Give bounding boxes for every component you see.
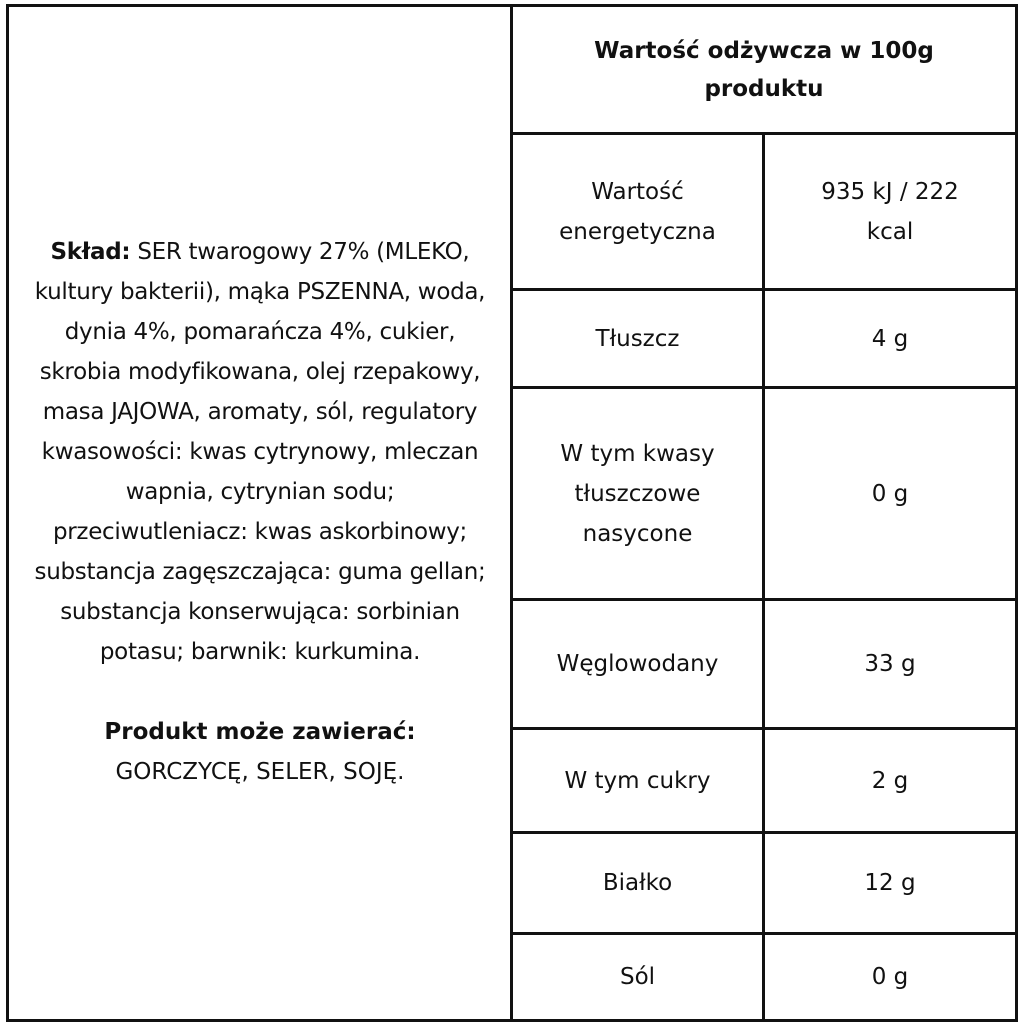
nutrient-name — [513, 935, 762, 1019]
nutrient-value — [765, 601, 1015, 727]
ingredients-list: SER twarogowy 27% (MLEKO, kultury bakterii), mąka PSZENNA, woda, dynia 4%, pomarańcza 4%, cukier, skrobia modyfikowana, olej rzepakowy, masa JAJOWA, aromaty, sól, regulatory kwasowości: kwas cytrynowy, mleczan wapnia, cytrynian sodu; przeciwutleniacz: kwas askorbinowy; substancja zagęszczająca: guma gellan; substancja konserwująca: sorbinian potasu; barwnik: kurkumina. — [34, 239, 486, 665]
nutrient-name — [513, 601, 762, 727]
nutrient-value — [765, 291, 1015, 386]
nutrient-name — [513, 135, 762, 288]
nutrient-name-text: W tym cukry — [564, 767, 711, 794]
nutrient-name — [513, 389, 762, 598]
nutrient-name — [513, 834, 762, 932]
nutrient-name-text: Białko — [602, 870, 673, 896]
nutrient-value-text: 0 g — [871, 964, 909, 990]
nutrient-name-text: Sól — [619, 964, 656, 990]
nutrient-value — [765, 389, 1015, 598]
nutrient-value — [765, 935, 1015, 1019]
ingredients-label: Skład: — [50, 239, 131, 265]
nutrient-name-text: Wartość energetyczna — [559, 178, 716, 245]
ingredients-text — [25, 232, 495, 672]
allergen-label: Produkt może zawierać: — [104, 719, 416, 745]
nutrition-header-text: Wartość odżywcza w 100g produktu — [594, 37, 934, 102]
allergen-info — [104, 712, 415, 792]
nutrient-value-text: 4 g — [871, 325, 909, 352]
nutrient-value — [765, 834, 1015, 932]
nutrition-header — [513, 7, 1015, 132]
nutrient-value-text: 0 g — [871, 480, 909, 507]
nutrient-name — [513, 291, 762, 386]
nutrient-name-text: W tym kwasy tłuszczowe nasycone — [560, 440, 715, 547]
nutrient-value-text: 33 g — [864, 651, 916, 677]
nutrient-value-text: 935 kJ / 222 kcal — [821, 178, 959, 245]
nutrient-name-text: Węglowodany — [556, 651, 719, 677]
nutrient-value-text: 12 g — [864, 870, 916, 896]
nutrient-value-text: 2 g — [871, 767, 909, 794]
ingredients-panel — [12, 8, 508, 1016]
nutrient-name — [513, 730, 762, 831]
nutrient-name-text: Tłuszcz — [595, 325, 680, 352]
nutrient-value — [765, 730, 1015, 831]
allergen-list: GORCZYCĘ, SELER, SOJĘ. — [115, 759, 405, 785]
nutrient-value — [765, 135, 1015, 288]
